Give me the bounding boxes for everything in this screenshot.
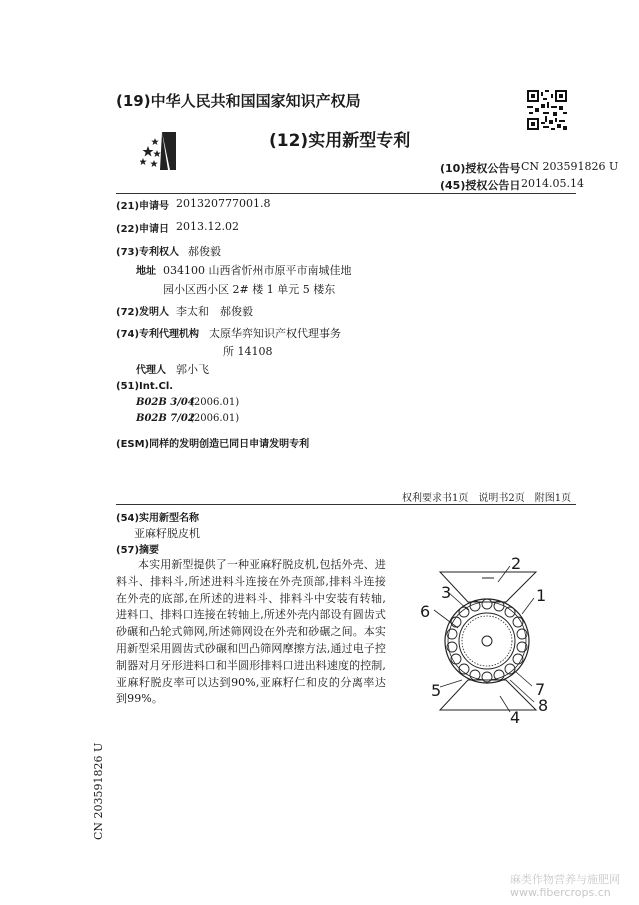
agency-line-1: 太原华弈知识产权代理事务 [209, 327, 341, 340]
figure-label-2: 2 [511, 554, 522, 573]
app-date-label: (22)申请日 [116, 224, 170, 235]
utility-model-title: 亚麻籽脱皮机 [134, 527, 200, 540]
address-line-2: 园小区西小区 2# 楼 1 单元 5 楼东 [163, 283, 336, 296]
pub-date-label: (45)授权公告日 [440, 179, 521, 192]
patentee: 郝俊毅 [188, 245, 221, 258]
header-divider [116, 193, 576, 194]
address-label: 地址 [136, 266, 156, 277]
abstract-label: (57)摘要 [116, 545, 160, 556]
agent: 郭小飞 [176, 363, 209, 376]
watermark: 麻类作物营养与施肥网 www.fibercrops.cn [510, 873, 620, 899]
app-date: 2013.12.02 [176, 220, 239, 233]
abstract-text: 本实用新型提供了一种亚麻籽脱皮机,包括外壳、进料斗、排料斗,所述进料斗连接在外壳顶部,排料斗连接在外壳的底部,在所述的进料斗、排料斗中安装有转轴,进料口、排料口连接在转轴上,所述外壳内部设有圆齿式砂碾和凸轮式筛网,所述筛网设在外壳和砂碾之间。本实用新型采用圆齿式砂碾和凹凸筛网摩擦方法,通过电子控制器对月牙形进料口和半圆形排料口进出料速度的控制,亚麻籽脱皮率可以达到90%,亚麻籽仁和皮的分离率达到99%。 [116, 558, 386, 706]
intcl-code-2: B02B 7/02 [136, 413, 195, 424]
side-pub-code: CN 203591826 U [92, 742, 105, 840]
figure-label-4: 4 [510, 708, 521, 727]
inventors: 李太和 郝俊毅 [176, 305, 253, 318]
figure-label-3: 3 [441, 583, 452, 602]
figure-label-8: 8 [538, 696, 549, 715]
pages-divider [116, 504, 576, 505]
agency-line-2: 所 14108 [223, 345, 273, 358]
intcl-version-1: (2006.01) [190, 397, 240, 408]
address-line-1: 034100 山西省忻州市原平市南城佳地 [163, 264, 352, 277]
esm-note: (ESM)同样的发明创造已同日申请发明专利 [116, 439, 310, 450]
agent-label: 代理人 [136, 365, 166, 376]
title-label: (54)实用新型名称 [116, 513, 200, 524]
cnipa-logo [140, 128, 190, 172]
inventor-label: (72)发明人 [116, 307, 170, 318]
app-no-label: (21)申请号 [116, 201, 170, 212]
qr-code-icon [527, 90, 567, 130]
figure-label-1: 1 [536, 586, 547, 605]
app-no: 201320777001.8 [176, 197, 271, 210]
pub-no-label: (10)授权公告号 [440, 162, 521, 175]
figure-label-5: 5 [431, 681, 442, 700]
agency-label: (74)专利代理机构 [116, 329, 200, 340]
figure-label-6: 6 [420, 602, 431, 621]
office-name: (19)中华人民共和国国家知识产权局 [116, 92, 361, 110]
intcl-version-2: (2006.01) [190, 413, 240, 424]
patentee-label: (73)专利权人 [116, 247, 180, 258]
document-type: (12)实用新型专利 [269, 131, 411, 151]
intcl-label: (51)Int.Cl. [116, 381, 174, 392]
figure-label-7: 7 [535, 680, 546, 699]
pub-no: CN 203591826 U [521, 160, 619, 173]
pages-info: 权利要求书1页 说明书2页 附图1页 [402, 493, 572, 504]
pub-date: 2014.05.14 [521, 177, 584, 190]
intcl-code-1: B02B 3/04 [136, 397, 195, 408]
